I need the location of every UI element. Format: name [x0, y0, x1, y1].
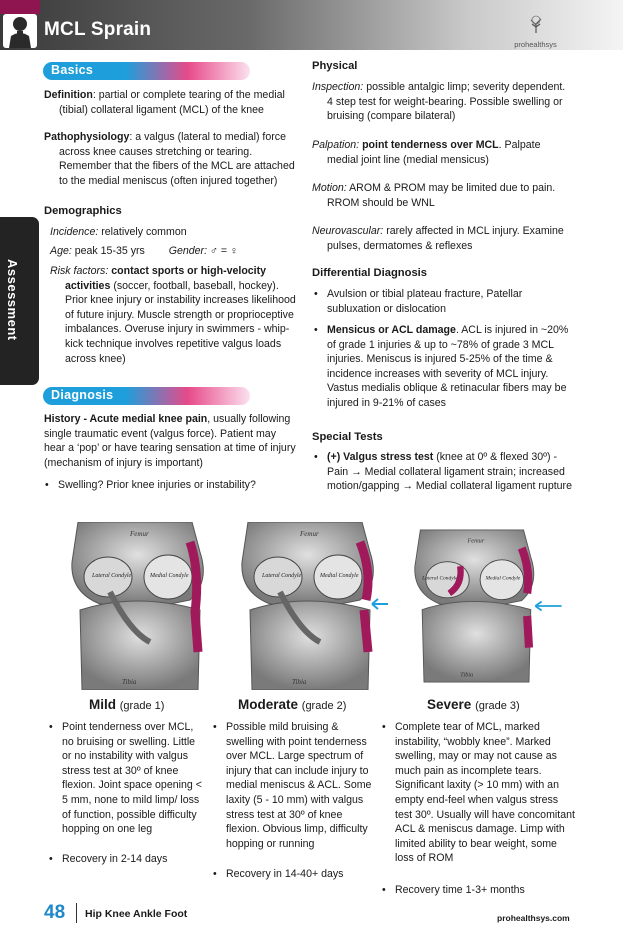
knee-illustration-mild — [50, 522, 222, 690]
basics-section-pill — [43, 62, 250, 80]
age-text: peak 15-35 yrs — [74, 245, 145, 257]
definition-paragraph — [44, 88, 300, 117]
palpation-paragraph — [312, 138, 574, 167]
differential-item-1: • Avulsion or tibial plateau fracture, Patellar subluxation or dislocation — [314, 288, 523, 315]
grade-moderate-bullet-2: • Recovery in 14-40+ days — [213, 868, 344, 880]
moderate-arrow-icon — [372, 599, 388, 609]
differential-item-1-text: Avulsion or tibial plateau fracture, Patellar subluxation or dislocation — [327, 288, 523, 315]
grade-moderate-bullet-1-text: Possible mild bruising & swelling with point tenderness over MCL. Large spectrum of injury that can include injury to medial meniscus & ACL. Some laxity (5 - 10 mm) with valgus stress test at 30º of knee flexion. Obvious limp, difficulty hopping or running — [226, 721, 372, 850]
lateral-condyle-label: Lateral Condyle — [92, 573, 132, 579]
basics-heading: Basics — [51, 63, 94, 77]
gender-text: ♂ = ♀ — [209, 245, 238, 257]
medial-condyle-label: Medial Condyle — [485, 575, 521, 582]
side-tab-label: Assessment — [5, 259, 20, 341]
differential-item-2: • Mensicus or ACL damage. ACL is injured in ~20% of grade 1 injuries & up to ~78% of grade 3 MCL injuries. Meniscus is injured 5-25% of the time & incidence increases with severity of MCL injury. Vastus medialis oblique & retinacular fibers may be injured in 9-21% of cases — [314, 324, 569, 409]
grade-mild-bullet-2-text: Recovery in 2-14 days — [62, 853, 168, 865]
pathophysiology-label: Pathophysiology — [44, 131, 130, 143]
definition-label: Definition — [44, 89, 93, 101]
grade-severe-bullet-2-text: Recovery time 1-3+ months — [395, 884, 525, 896]
palpation-label: Palpation: — [312, 139, 360, 151]
grade-mild-name: Mild — [89, 697, 116, 712]
grade-moderate-name: Moderate — [238, 697, 299, 712]
footer-section-title: Hip Knee Ankle Foot — [85, 908, 188, 920]
age-gender-line — [50, 244, 300, 259]
neurovascular-paragraph — [312, 224, 574, 253]
page-number: 48 — [44, 902, 66, 923]
physical-heading: Physical — [312, 60, 358, 72]
special-test-text: (knee at 0º & flexed 30º) - Pain → Medial collateral ligament strain; increased motion/gapping → Medial collateral ligament rupture — [327, 451, 572, 493]
gender-label: Gender: — [168, 245, 208, 257]
age-label: Age: — [50, 245, 72, 257]
history-text: , usually following single traumatic event (valgus force). Patient may hear a ‘pop’ or have tearing sensation at time of injury (mechanism of injury is important) — [44, 413, 296, 469]
grade-moderate-title — [238, 697, 346, 712]
femur-label: Femur — [467, 537, 485, 545]
tibia-label: Tibia — [292, 678, 307, 686]
grade-mild-title — [89, 697, 164, 712]
knee-illustration-severe — [395, 522, 567, 690]
special-test-bold: (+) Valgus stress test — [327, 451, 434, 463]
pathophysiology-text: : a valgus (lateral to medial) force across knee causes stretching or tearing. Remember that the fibers of the MCL are attached to the medial meniscus (often injured together) — [59, 131, 295, 187]
grade-mild-bullet-1-text: Point tenderness over MCL, no bruising or swelling. Little or no instability with valgus stress test at 30º of knee flexion. Joint space opening < 5 mm, none to mild limp/ loss of function, possible difficulty hopping on one leg — [62, 721, 202, 836]
footer-divider — [76, 903, 77, 923]
incidence-text: relatively common — [101, 226, 187, 238]
neurovascular-text: rarely affected in MCL injury. Examine pulses, dermatomes & reflexes — [327, 225, 564, 252]
lateral-condyle-label: Lateral Condyle — [262, 573, 302, 579]
header-accent — [0, 0, 40, 14]
inspection-text: possible antalgic limp; severity dependent. 4 step test for weight-bearing. Possible swelling or bruising (compare bilateral) — [327, 81, 566, 123]
history-paragraph — [44, 412, 300, 470]
differential-heading: Differential Diagnosis — [312, 267, 428, 279]
history-bullet-text: Swelling? Prior knee injuries or instability? — [58, 479, 256, 491]
grade-moderate-bullet-2-text: Recovery in 14-40+ days — [226, 868, 344, 880]
history-bullet: • Swelling? Prior knee injuries or instability? — [45, 479, 256, 491]
femur-label: Femur — [130, 530, 149, 538]
medial-condyle-label: Medial Condyle — [320, 573, 359, 579]
differential-item-2-text: . ACL is injured in ~20% of grade 1 injuries & up to ~78% of grade 3 MCL injuries. Meniscus is injured 5-25% of the time & incidence increases with severity of MCL injury. Vastus medialis oblique & retinacular fibers may be injured in 9-21% of cases — [327, 324, 569, 409]
grade-severe-name: Severe — [427, 697, 472, 712]
tibia-label: Tibia — [122, 678, 137, 686]
special-test-item: • (+) Valgus stress test (knee at 0º & flexed 30º) - Pain → Medial collateral ligament strain; increased motion/gapping → Medial collateral ligament rupture — [314, 451, 572, 493]
brand-logo — [508, 15, 563, 49]
differential-item-2-bold: Mensicus or ACL damage — [327, 324, 456, 336]
grade-moderate-number: (grade 2) — [301, 700, 347, 712]
palpation-bold: point tenderness over MCL — [362, 139, 499, 151]
femur-label: Femur — [300, 530, 319, 538]
motion-text: AROM & PROM may be limited due to pain. RROM should be WNL — [327, 182, 556, 209]
incidence-label: Incidence: — [50, 226, 99, 238]
grade-severe-title — [427, 697, 520, 712]
knee-illustration-moderate — [220, 522, 392, 690]
grade-mild-bullet-1: • Point tenderness over MCL, no bruising or swelling. Little or no instability with valgus stress test at 30º of knee flexion. Joint space opening < 5 mm, none to mild limp/ loss of function, possible difficulty hopping on one leg — [49, 721, 202, 836]
pathophysiology-paragraph — [44, 130, 300, 188]
severe-arrow-icon — [535, 601, 561, 610]
grade-mild-number: (grade 1) — [119, 700, 165, 712]
grade-moderate-bullet-1: • Possible mild bruising & swelling with point tenderness over MCL. Large spectrum of injury that can include injury to medial meniscus & ACL. Some laxity (5 - 10 mm) with valgus stress test at 30º of knee flexion. Obvious limp, difficulty hopping or running — [213, 721, 372, 850]
special-tests-heading: Special Tests — [312, 431, 383, 443]
inspection-label: Inspection: — [312, 81, 364, 93]
page-title: MCL Sprain — [44, 19, 152, 40]
risk-factors-paragraph — [50, 264, 300, 366]
incidence-line — [50, 225, 300, 240]
body-region-icon — [3, 14, 37, 48]
section-side-tab — [0, 217, 39, 385]
footer-website: prohealthsys.com — [497, 913, 570, 923]
inspection-paragraph — [312, 80, 574, 124]
palpation-text: . Palpate medial joint line (medial mensicus) — [327, 139, 541, 166]
grade-severe-number: (grade 3) — [475, 700, 520, 712]
risk-bold: contact sports or high-velocity activities — [65, 265, 267, 292]
risk-text: (soccer, football, baseball, hockey). Prior knee injury or instability increases likelihood of future injury. Muscle strength or proprioceptive imbalances. Overuse injury in swimmers - whip-kick technique involves repetitive valgus loads across knee) — [65, 279, 296, 365]
motion-label: Motion: — [312, 182, 347, 194]
grade-severe-bullet-2: • Recovery time 1-3+ months — [382, 884, 525, 896]
diagnosis-section-pill — [43, 387, 250, 405]
grade-severe-bullet-1: • Complete tear of MCL, marked instability, “wobbly knee”. Marked swelling, may or may not cause as much pain as incomplete tears. Significant laxity (> 10 mm) with an empty end-feel when valgus stress test 30º. Usually will have concomitant ACL & meniscus damage. Limp with limited ability to bear weight, some loss of ROM — [382, 721, 575, 865]
logo-text: prohealthsys — [514, 40, 557, 49]
risk-label: Risk factors: — [50, 265, 109, 277]
demographics-heading: Demographics — [44, 205, 122, 217]
grade-severe-bullet-1-text: Complete tear of MCL, marked instability, “wobbly knee”. Marked swelling, may or may not cause as much pain as incomplete tears. Significant laxity (> 10 mm) with an empty end-feel when valgus stress test 30º. Usually will have concomitant ACL & meniscus damage. Limp with limited ability to bear weight, some loss of ROM — [395, 721, 575, 865]
tree-logo-icon — [526, 15, 546, 33]
neurovascular-label: Neurovascular: — [312, 225, 384, 237]
lateral-condyle-label: Lateral Condyle — [422, 575, 458, 582]
medial-condyle-label: Medial Condyle — [150, 573, 189, 579]
definition-text: : partial or complete tearing of the medial (tibial) collateral ligament (MCL) of the knee — [59, 89, 285, 116]
history-bold: History - Acute medial knee pain — [44, 413, 208, 425]
grade-mild-bullet-2: • Recovery in 2-14 days — [49, 853, 168, 865]
motion-paragraph — [312, 181, 574, 210]
page-header — [0, 0, 623, 50]
tibia-label: Tibia — [460, 671, 474, 679]
diagnosis-heading: Diagnosis — [51, 388, 114, 402]
